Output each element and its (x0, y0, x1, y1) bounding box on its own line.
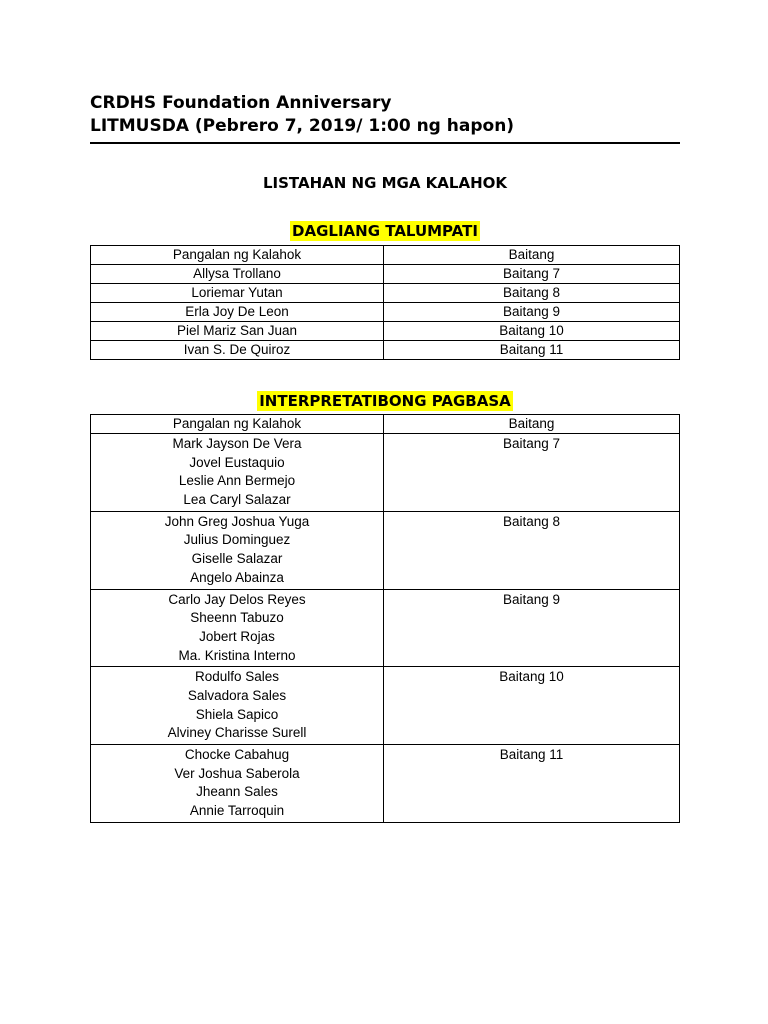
participant-grade: Baitang 10 (384, 667, 680, 745)
participant-names (91, 511, 384, 589)
header-event-date: LITMUSDA (Pebrero 7, 2019/ 1:00 ng hapon) (90, 116, 515, 136)
participant-grade: Baitang 9 (384, 303, 680, 322)
participant-name: Jheann Sales (196, 784, 278, 800)
participant-name: Lea Caryl Salazar (183, 492, 291, 508)
participant-name: Mark Jayson De Vera (172, 436, 302, 451)
column-header-name: Pangalan ng Kalahok (91, 415, 384, 434)
participant-name: Salvadora Sales (187, 687, 287, 703)
participant-name: Jovel Eustaquio (189, 454, 285, 470)
participant-name: Leslie Ann Bermejo (178, 473, 296, 489)
participant-name: Ma. Kristina Interno (178, 647, 296, 663)
participant-name: Shiela Sapico (195, 706, 279, 722)
table-row (91, 303, 680, 322)
participant-name: Julius Dominguez (183, 532, 291, 548)
participant-name: Loriemar Yutan (91, 284, 384, 303)
table-header-row (91, 415, 680, 434)
page-title: LISTAHAN NG MGA KALAHOK (262, 174, 508, 192)
participant-name: Allysa Trollano (91, 265, 384, 284)
participant-name: Erla Joy De Leon (91, 303, 384, 322)
participant-name: Rodulfo Sales (194, 669, 280, 685)
column-header-grade: Baitang (384, 415, 680, 434)
table-row-group (91, 511, 680, 589)
document-header (90, 92, 680, 138)
section-title-highlight: DAGLIANG TALUMPATI (292, 222, 478, 240)
table-row (91, 265, 680, 284)
section-title-interpretatibong-pagbasa (90, 392, 680, 410)
table-dagliang-talumpati (90, 245, 680, 360)
participant-name: Chocke Cabahug (184, 747, 290, 762)
table-row-group (91, 434, 680, 512)
participant-grade: Baitang 11 (384, 341, 680, 360)
table-header-row (91, 246, 680, 265)
header-divider (90, 142, 680, 144)
table-row (91, 322, 680, 341)
table-row (91, 341, 680, 360)
participant-name: Sheenn Tabuzo (190, 610, 284, 626)
participant-name: Ver Joshua Saberola (174, 765, 300, 781)
table-interpretatibong-pagbasa (90, 414, 680, 823)
participant-grade: Baitang 8 (384, 511, 680, 589)
participant-grade: Baitang 11 (384, 745, 680, 823)
participant-name: John Greg Joshua Yuga (164, 513, 310, 529)
participant-name: Angelo Abainza (190, 569, 284, 585)
section-title-dagliang-talumpati (90, 222, 680, 240)
table-row-group (91, 745, 680, 823)
table-row-group (91, 667, 680, 745)
participant-names (91, 667, 384, 745)
participant-name: Ivan S. De Quiroz (91, 341, 384, 360)
participant-grade: Baitang 7 (384, 434, 680, 512)
column-header-name: Pangalan ng Kalahok (91, 246, 384, 265)
participant-name: Jobert Rojas (199, 628, 275, 644)
header-event-title: CRDHS Foundation Anniversary (90, 93, 392, 113)
participant-grade: Baitang 8 (384, 284, 680, 303)
participant-grade: Baitang 7 (384, 265, 680, 284)
section-title-highlight: INTERPRETATIBONG PAGBASA (259, 392, 511, 410)
participant-names (91, 589, 384, 667)
participant-names (91, 434, 384, 512)
table-row (91, 284, 680, 303)
participant-name: Piel Mariz San Juan (91, 322, 384, 341)
participant-name: Alviney Charisse Surell (167, 725, 307, 741)
participant-names (91, 745, 384, 823)
participant-name: Annie Tarroquin (189, 803, 285, 819)
participant-grade: Baitang 9 (384, 589, 680, 667)
participant-grade: Baitang 10 (384, 322, 680, 341)
participant-name: Giselle Salazar (191, 551, 283, 567)
column-header-grade: Baitang (384, 246, 680, 265)
participant-name: Carlo Jay Delos Reyes (168, 591, 306, 607)
table-row-group (91, 589, 680, 667)
